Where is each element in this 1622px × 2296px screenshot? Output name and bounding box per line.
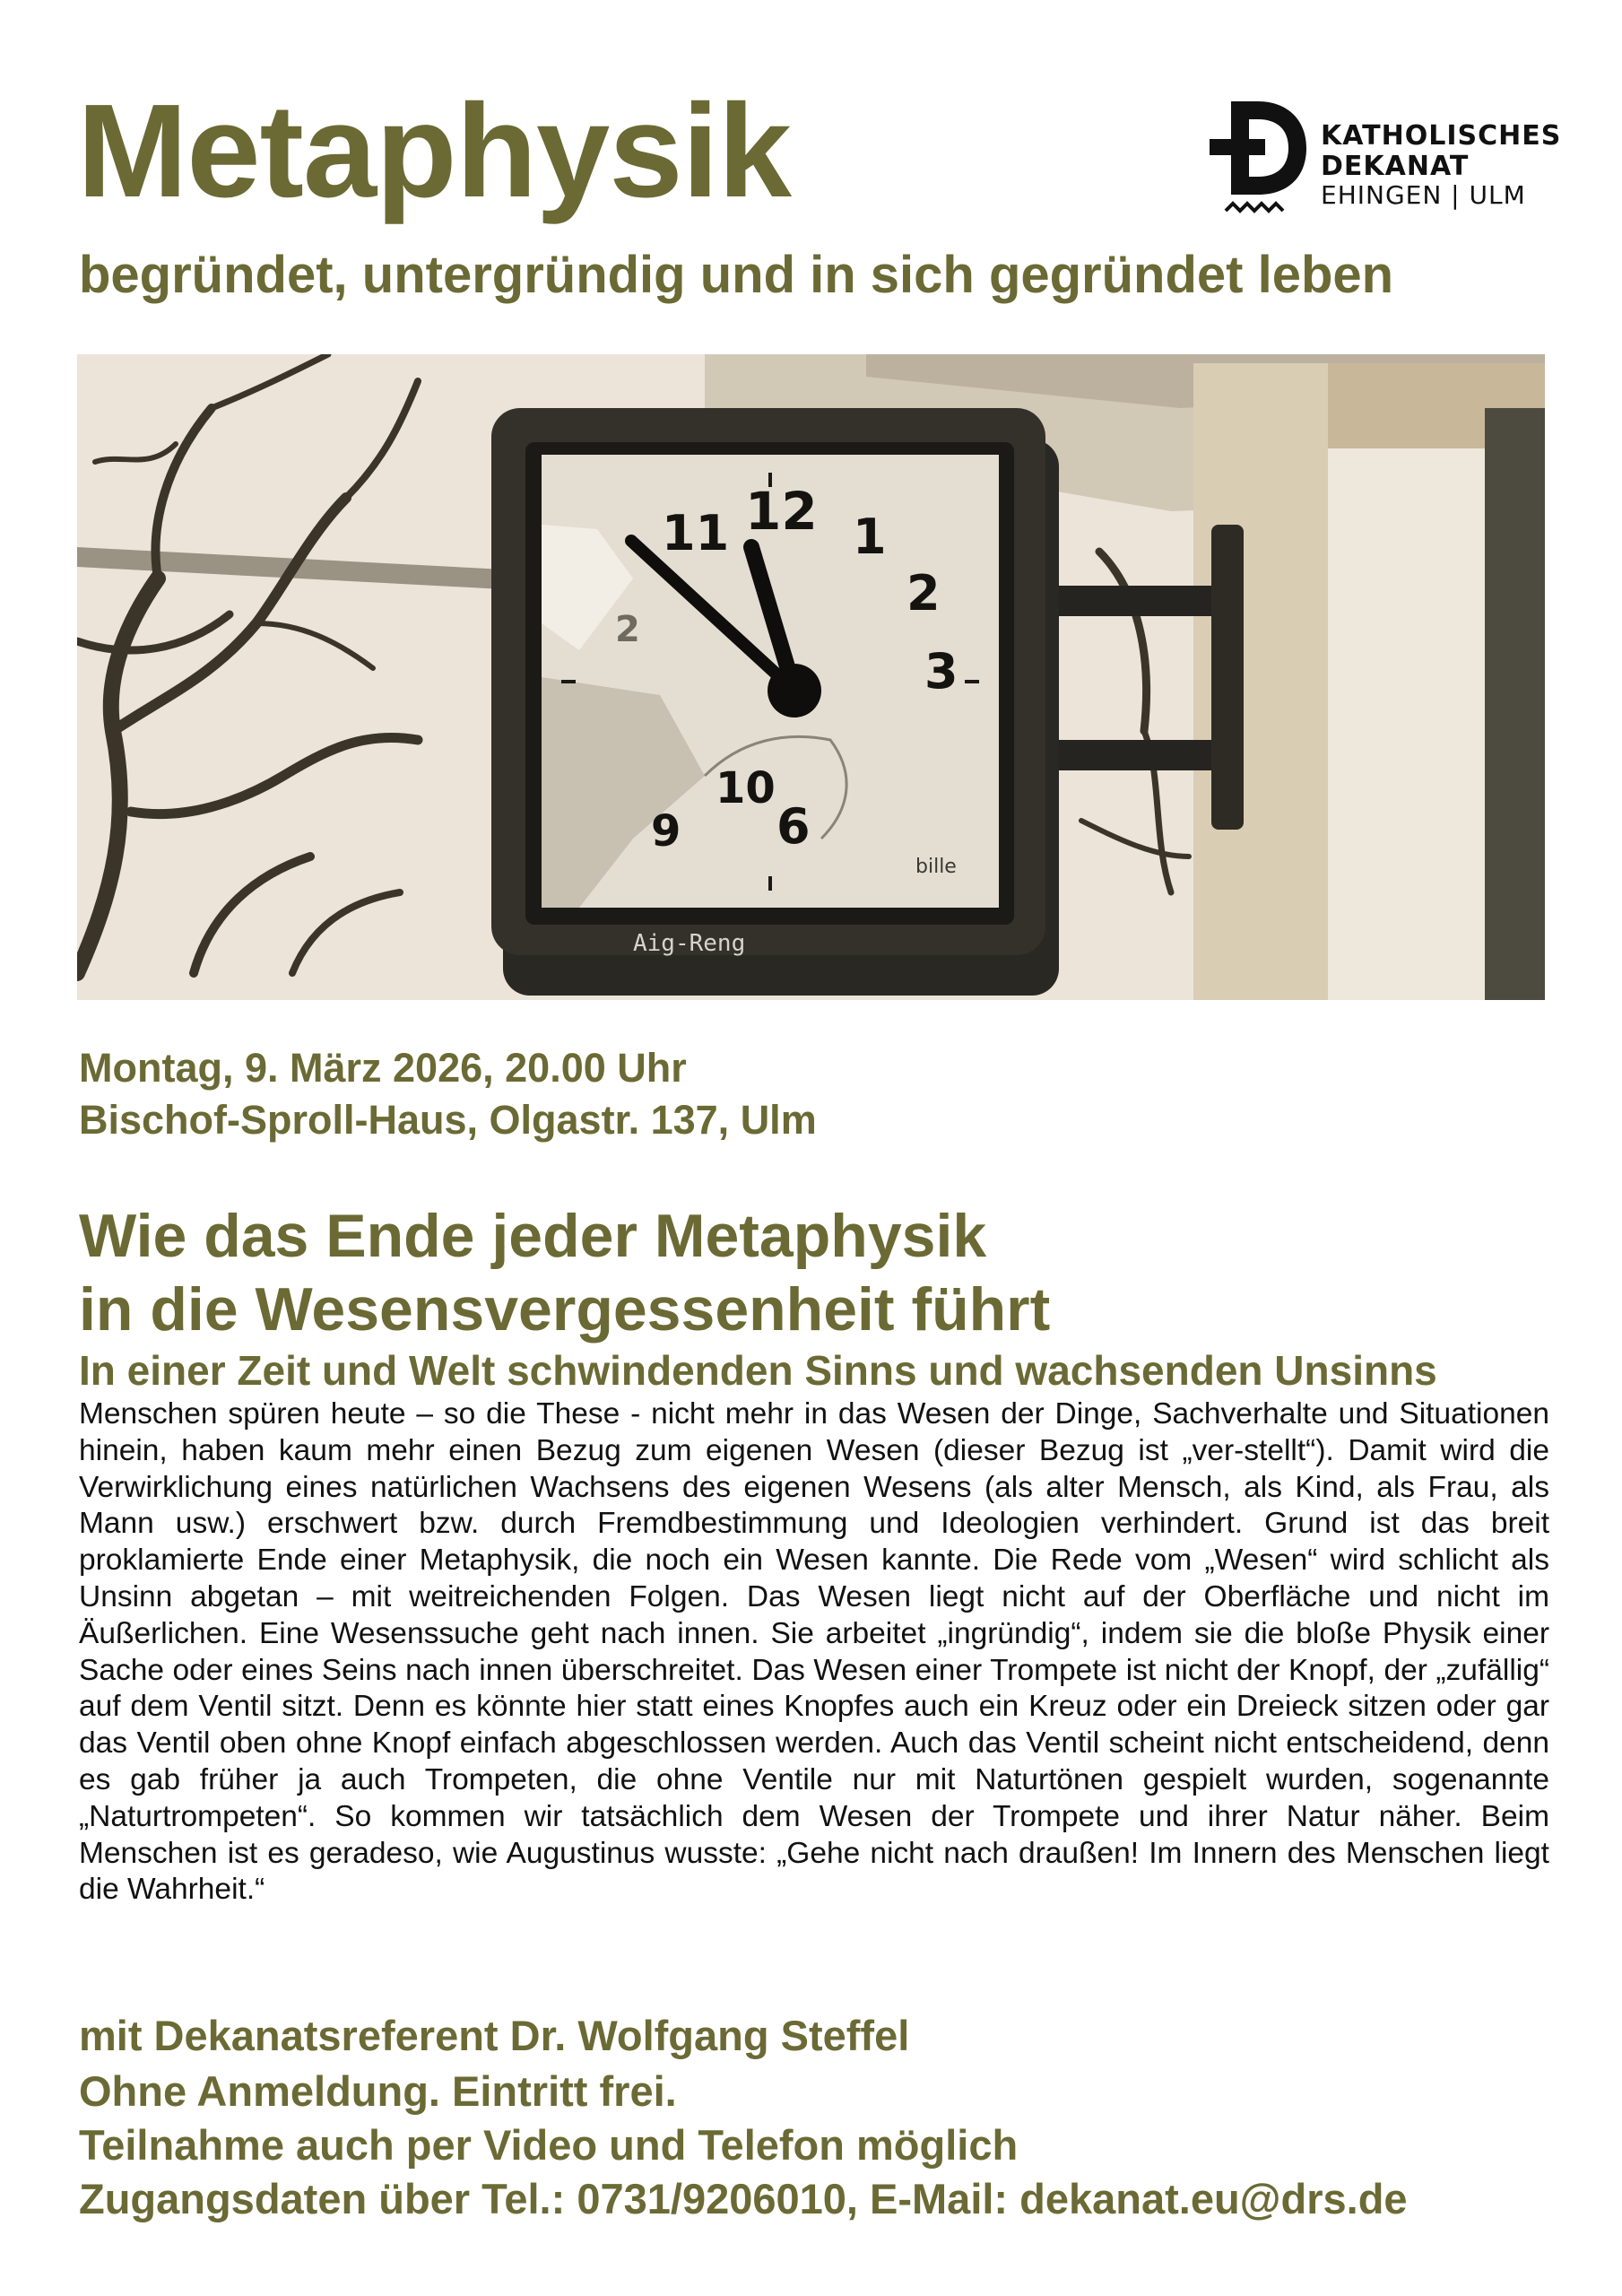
logo-line-ehingen-ulm: EHINGEN | ULM: [1321, 180, 1526, 211]
lecture-subtitle: In einer Zeit und Welt schwindenden Sinns und wachsenden Unsinns: [79, 1347, 1437, 1394]
participation-line: Teilnahme auch per Video und Telefon möglich: [79, 2121, 1019, 2169]
dekanat-logo-text: [1321, 121, 1561, 210]
svg-text:Aig-Reng: Aig-Reng: [633, 930, 746, 957]
svg-text:12: 12: [745, 481, 818, 542]
svg-text:3: 3: [924, 643, 958, 700]
clock-photo: [77, 354, 1545, 1000]
lecture-title-line-2: in die Wesensvergessenheit führt: [79, 1275, 1051, 1344]
svg-text:2: 2: [906, 565, 941, 622]
event-place: Bischof-Sproll-Haus, Olgastr. 137, Ulm: [79, 1097, 817, 1143]
admission-line: Ohne Anmeldung. Eintritt frei.: [79, 2067, 677, 2115]
svg-text:2: 2: [615, 609, 640, 650]
svg-text:6: 6: [776, 798, 811, 855]
logo-line-dekanat: DEKANAT: [1321, 150, 1470, 182]
page-title: Metaphysik: [77, 77, 792, 225]
contact-line: Zugangsdaten über Tel.: 0731/9206010, E-Mail: dekanat.eu@drs.de: [79, 2175, 1408, 2222]
svg-text:10: 10: [716, 763, 776, 813]
svg-text:9: 9: [651, 806, 681, 857]
lecture-title-line-1: Wie das Ende jeder Metaphysik: [79, 1202, 987, 1270]
dekanat-logo: [1206, 94, 1562, 229]
svg-text:1: 1: [853, 509, 887, 565]
speaker-line: mit Dekanatsreferent Dr. Wolfgang Steffel: [79, 2012, 910, 2059]
event-date: Montag, 9. März 2026, 20.00 Uhr: [79, 1045, 687, 1091]
lecture-description: Menschen spüren heute – so die These - nicht mehr in das Wesen der Dinge, Sachverhalte und Situationen hinein, haben kaum mehr einen Bezug zum eigenen Wesen (dieser Bezug ist „ver-stellt“). Damit wird die Verwirklichung eines natürlichen Wachsens des eigenen Wesens (als alter Mensch, als Kind, als Frau, als Mann usw.) erschwert bzw. durch Fremdbestimmung und Ideologien verhindert. Grund ist das breit proklamierte Ende einer Metaphysik, die noch ein Wesen kannte. Die Rede vom „Wesen“ wird schlicht als Unsinn abgetan – mit weitreichenden Folgen. Das Wesen liegt nicht auf der Oberfläche und nicht im Äußerlichen. Eine Wesenssuche geht nach innen. Sie arbeitet „ingründig“, indem sie die bloße Physik einer Sache oder eines Seins nach innen überschreitet. Das Wesen einer Trompete ist nicht der Knopf, der „zufällig“ auf dem Ventil sitzt. Denn es könnte hier statt eines Knopfes auch ein Kreuz oder ein Dreieck sitzen oder gar das Ventil oben ohne Knopf einfach abgeschlossen werden. Auch das Ventil scheint nicht entscheidend, denn es gab früher ja auch Trompeten, die ohne Ventile nur mit Naturtönen gespielt wurden, sogenannte „Naturtrompeten“. So kommen wir tatsächlich dem Wesen der Trompete und ihrer Natur näher. Beim Menschen ist es geradeso, wie Augustinus wusste: „Gehe nicht nach draußen! Im Innern des Menschen liegt die Wahrheit.“: [79, 1397, 1549, 1907]
page-subtitle: begründet, untergründig und in sich gegründet leben: [79, 246, 1394, 304]
svg-text:bille: bille: [915, 856, 957, 878]
logo-line-katholisches: KATHOLISCHES: [1321, 120, 1562, 152]
svg-text:11: 11: [662, 505, 730, 561]
dekanat-d-logo-icon: [1206, 94, 1314, 220]
